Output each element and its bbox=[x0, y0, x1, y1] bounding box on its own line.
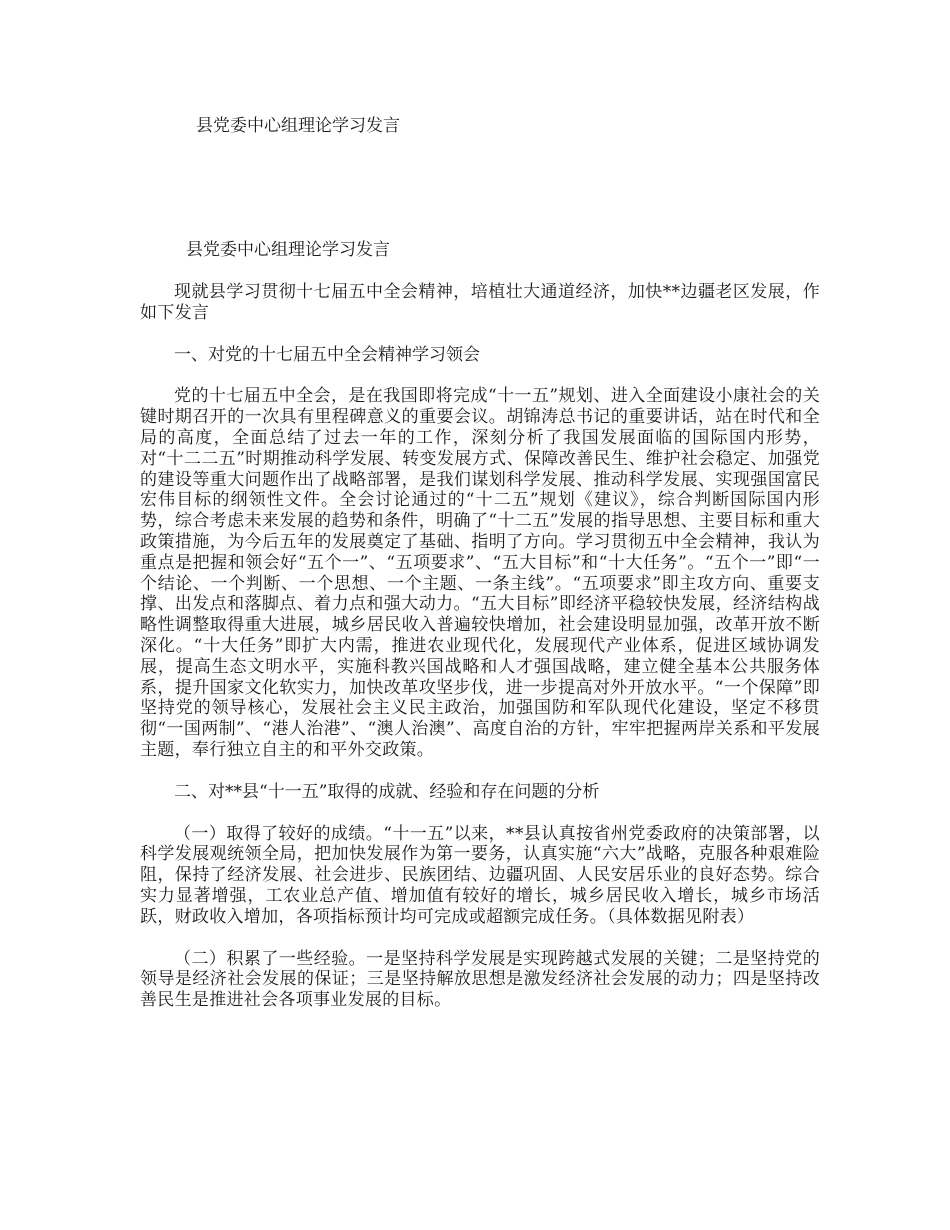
body-paragraph: （一）取得了较好的成绩。“十一五”以来，**县认真按省州党委政府的决策部署，以科学发展观统领全局，把加快发展作为第一要务，认真实施“六大”战略，克服各种艰难险阻，保持了经济发展、社会进步、民族团结、边疆巩固、人民安居乐业的良好态势。综合实力显著增强，工农业总产值、增加值有较好的增长，城乡居民收入增长，城乡市场活跃，财政收入增加，各项指标预计均可完成或超额完成任务。（具体数据见附表） bbox=[140, 823, 820, 927]
section-heading-2: 二、对**县“十一五”取得的成就、经验和存在问题的分析 bbox=[174, 781, 600, 802]
section-heading-1: 一、对党的十七届五中全会精神学习领会 bbox=[174, 344, 480, 365]
document-body bbox=[140, 238, 820, 1032]
body-paragraph: （二）积累了一些经验。一是坚持科学发展是实现跨越式发展的关键；二是坚持党的领导是经济社会发展的保证；三是坚持解放思想是激发经济社会发展的动力；四是坚持改善民生是推进社会各项事业发展的目标。 bbox=[140, 948, 820, 1011]
body-paragraph: 党的十七届五中全会，是在我国即将完成“十一五”规划、进入全面建设小康社会的关键时期召开的一次具有里程碑意义的重要会议。胡锦涛总书记的重要讲话，站在时代和全局的高度，全面总结了过去一年的工作，深刻分析了我国发展面临的国际国内形势，对“十二二五”时期推动科学发展、转变发展方式、保障改善民生、维护社会稳定、加强党的建设等重大问题作出了战略部署，是我们谋划科学发展、推动科学发展、实现强国富民宏伟目标的纲领性文件。全会讨论通过的“十二五”规划《建议》，综合判断国际国内形势，综合考虑未来发展的趋势和条件，明确了“十二五”发展的指导思想、主要目标和重大政策措施，为今后五年的发展奠定了基础、指明了方向。学习贯彻五中全会精神，我认为重点是把握和领会好“五个一”、“五项要求”、“五大目标”和“十大任务”。“五个一”即“一个结论、一个判断、一个思想、一个主题、一条主线”。“五项要求”即主攻方向、重要支撑、出发点和落脚点、着力点和强大动力。“五大目标”即经济平稳较快发展，经济结构战略性调整取得重大进展，城乡居民收入普遍较快增加，社会建设明显加强，改革开放不断深化。“十大任务”即扩大内需，推进农业现代化，发展现代产业体系，促进区域协调发展，提高生态文明水平，实施科教兴国战略和人才强国战略，建立健全基本公共服务体系，提升国家文化软实力，加快改革攻坚步伐，进一步提高对外开放水平。“一个保障”即坚持党的领导核心，发展社会主义民主政治，加强国防和军队现代化建设，坚定不移贯彻“一国两制”、“港人治港”、“澳人治澳”、高度自治的方针，牢牢把握两岸关系和平发展主题，奉行独立自主的和平外交政策。 bbox=[140, 386, 820, 760]
intro-paragraph: 现就县学习贯彻十七届五中全会精神，培植壮大通道经济，加快**边疆老区发展，作如下发言 bbox=[140, 282, 820, 323]
document-title: 县党委中心组理论学习发言 bbox=[186, 240, 390, 260]
header-title: 县党委中心组理论学习发言 bbox=[196, 116, 400, 136]
